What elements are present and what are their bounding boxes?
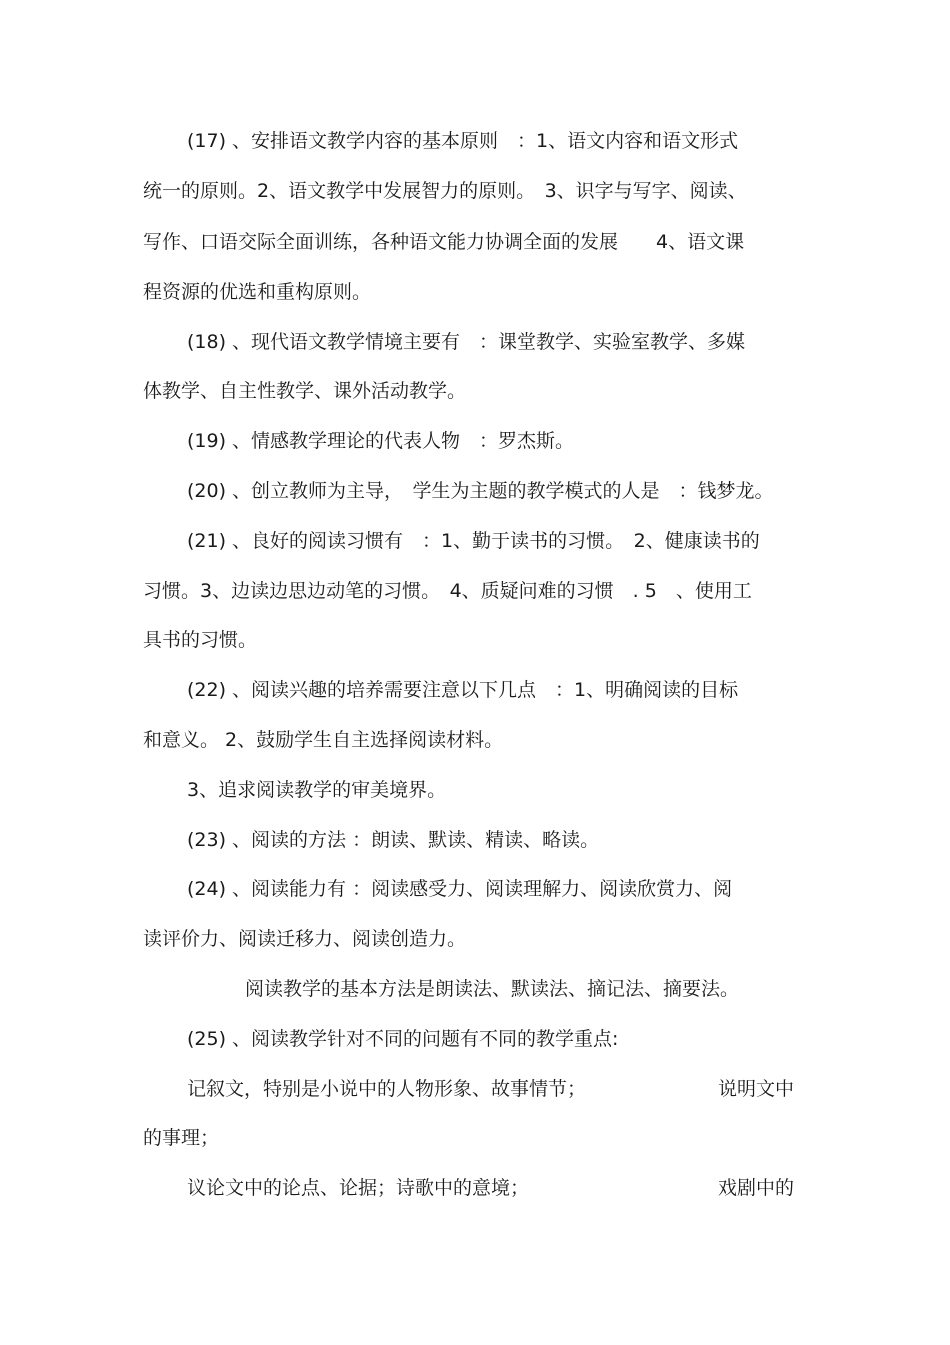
text-line: (23) 、阅读的方法 ：朗读、默读、精读、略读。	[187, 829, 600, 851]
text-line: 3、追求阅读教学的审美境界。	[187, 779, 447, 801]
text-line: 体教学、自主性教学、课外活动教学。	[143, 380, 467, 402]
text-line: 议论文中的论点、论据；诗歌中的意境；	[187, 1177, 530, 1199]
text-line: (17) 、安排语文教学内容的基本原则 ：1、语文内容和语文形式	[187, 130, 739, 152]
text-line: 和意义。 2、鼓励学生自主选择阅读材料。	[143, 729, 504, 751]
text-line: 读评价力、阅读迁移力、阅读创造力。	[143, 928, 467, 950]
text-line: 记叙文，特别是小说中的人物形象、故事情节；	[187, 1078, 587, 1100]
text-line: (20) 、创立教师为主导， 学生为主题的教学模式的人是 ：钱梦龙。	[187, 480, 774, 502]
text-line: 习惯。3、边读边思边动笔的习惯。 4、质疑问难的习惯 . 5 、使用工	[143, 580, 752, 602]
text-line: 统一的原则。2、语文教学中发展智力的原则。 3、识字与写字、阅读、	[143, 180, 747, 202]
text-line: (25) 、阅读教学针对不同的问题有不同的教学重点:	[187, 1028, 619, 1050]
text-line: 具书的习惯。	[143, 629, 258, 651]
text-line: 程资源的优选和重构原则。	[143, 281, 372, 303]
text-line: (24) 、阅读能力有 ：阅读感受力、阅读理解力、阅读欣赏力、阅	[187, 878, 733, 900]
text-line: (18) 、现代语文教学情境主要有 ：课堂教学、实验室教学、多媒	[187, 331, 746, 353]
text-line: 写作、口语交际全面训练，各种语文能力协调全面的发展 4、语文课	[143, 231, 745, 253]
text-line: 说明文中	[718, 1078, 795, 1100]
text-line: (19) 、情感教学理论的代表人物 ：罗杰斯。	[187, 430, 575, 452]
text-line: 的事理；	[143, 1127, 220, 1149]
text-line: (21) 、良好的阅读习惯有 ：1、勤于读书的习惯。 2、健康读书的	[187, 530, 760, 552]
text-line: 戏剧中的	[718, 1177, 795, 1199]
text-line: (22) 、阅读兴趣的培养需要注意以下几点 ：1、明确阅读的目标	[187, 679, 739, 701]
text-line: 阅读教学的基本方法是朗读法、默读法、摘记法、摘要法。	[245, 978, 740, 1000]
